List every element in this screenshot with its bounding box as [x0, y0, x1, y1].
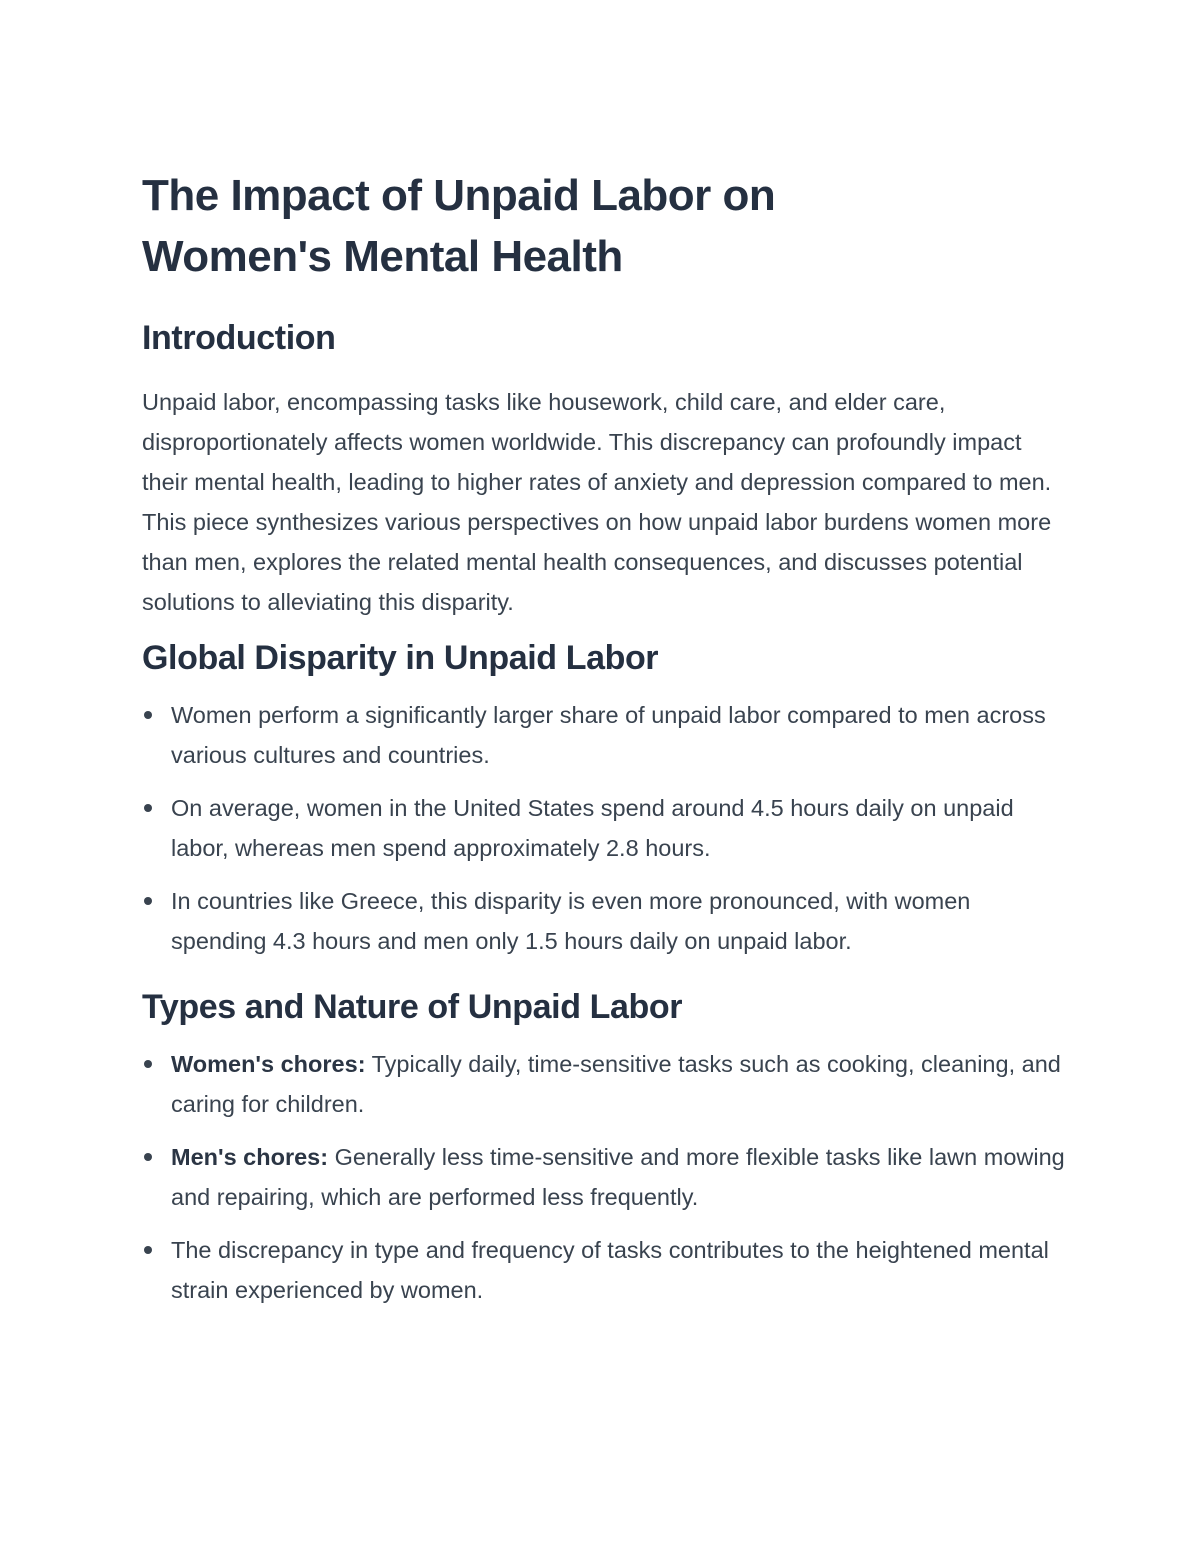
list-item-text: Women perform a significantly larger share of unpaid labor compared to men across various cultures and countries. [171, 702, 1046, 768]
list-item [142, 788, 1072, 868]
global-disparity-heading: Global Disparity in Unpaid Labor [142, 639, 659, 677]
list-item-text: Typically daily, time-sensitive tasks such as cooking, cleaning, and caring for children. [171, 1051, 1061, 1117]
list-item [142, 1044, 1072, 1124]
bullet-icon [144, 804, 152, 812]
bullet-icon [144, 897, 152, 905]
list-item-text: The discrepancy in type and frequency of tasks contributes to the heightened mental strain experienced by women. [171, 1237, 1049, 1303]
document-page [142, 165, 1072, 1323]
list-item-label: Men's chores: [171, 1144, 329, 1170]
list-item [142, 1137, 1072, 1217]
types-list [142, 1044, 1072, 1310]
title-line-2: Women's Mental Health [142, 232, 623, 281]
bullet-icon [144, 1153, 152, 1161]
list-item-text: In countries like Greece, this disparity is even more pronounced, with women spending 4.3 hours and men only 1.5 hours daily on unpaid labor. [171, 888, 971, 954]
list-item [142, 881, 1072, 961]
introduction-heading: Introduction [142, 319, 336, 357]
introduction-paragraph: Unpaid labor, encompassing tasks like housework, child care, and elder care, disproportionately affects women worldwide. This discrepancy can profoundly impact their mental health, leading to higher rates of anxiety and depression compared to men. This piece synthesizes various perspectives on how unpaid labor burdens women more than men, explores the related mental health consequences, and discusses potential solutions to alleviating this disparity. [142, 389, 1052, 615]
page-title [142, 165, 1072, 287]
bullet-icon [144, 711, 152, 719]
list-item [142, 695, 1072, 775]
bullet-icon [144, 1246, 152, 1254]
bullet-icon [144, 1060, 152, 1068]
types-heading: Types and Nature of Unpaid Labor [142, 988, 683, 1026]
list-item-text: On average, women in the United States spend around 4.5 hours daily on unpaid labor, whereas men spend approximately 2.8 hours. [171, 795, 1014, 861]
global-disparity-list [142, 695, 1072, 961]
title-line-1: The Impact of Unpaid Labor on [142, 171, 776, 220]
list-item-text: Generally less time-sensitive and more flexible tasks like lawn mowing and repairing, which are performed less frequently. [171, 1144, 1065, 1210]
list-item-label: Women's chores: [171, 1051, 366, 1077]
list-item [142, 1230, 1072, 1310]
